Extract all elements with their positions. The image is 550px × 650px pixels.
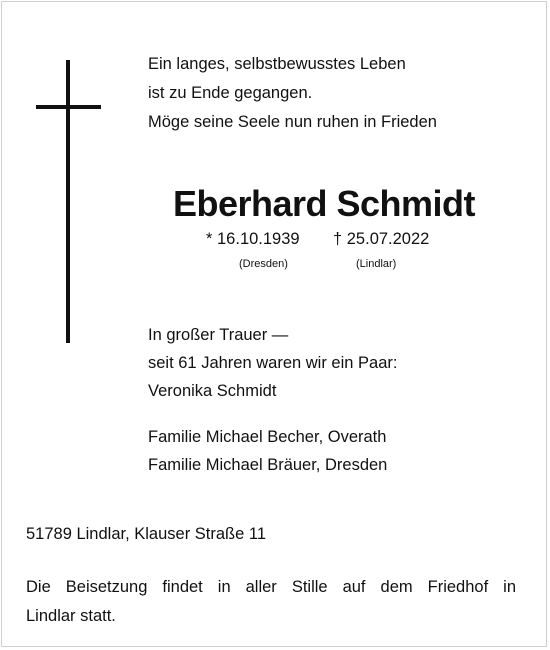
death-place: (Lindlar) <box>356 258 397 270</box>
notice-word: Stille <box>291 578 328 596</box>
mourning-line: Veronika Schmidt <box>148 382 277 400</box>
cross-vertical-bar <box>66 60 70 343</box>
notice-word: dem <box>380 578 413 596</box>
notice-word: Beisetzung <box>65 578 148 596</box>
notice-word: aller <box>245 578 277 596</box>
address: 51789 Lindlar, Klauser Straße 11 <box>26 525 267 543</box>
mourning-line: seit 61 Jahren waren wir ein Paar: <box>148 354 398 372</box>
notice-line-1 <box>26 573 516 602</box>
funeral-notice <box>26 573 516 631</box>
deceased-name: Eberhard Schmidt <box>172 183 476 224</box>
notice-word: auf <box>342 578 366 596</box>
notice-word: findet <box>162 578 203 596</box>
notice-word: in <box>503 578 516 596</box>
cross-horizontal-bar <box>36 105 101 109</box>
family-line: Familie Michael Bräuer, Dresden <box>148 456 388 474</box>
notice-word: Die <box>26 578 51 596</box>
death-date: † 25.07.2022 <box>333 230 430 248</box>
family-block <box>148 423 387 479</box>
birth-place: (Dresden) <box>239 258 288 270</box>
verse-line: Möge seine Seele nun ruhen in Frieden <box>148 113 437 131</box>
mourning-line: In großer Trauer — <box>148 326 289 344</box>
notice-word: Friedhof <box>427 578 489 596</box>
mourning-block <box>148 321 397 405</box>
verse-line: Ein langes, selbstbewusstes Leben <box>148 55 406 73</box>
verse-line: ist zu Ende gegangen. <box>148 84 313 102</box>
notice-word: in <box>217 578 231 596</box>
memorial-verse <box>148 50 437 137</box>
family-line: Familie Michael Becher, Overath <box>148 428 387 446</box>
birth-date: * 16.10.1939 <box>206 230 300 248</box>
notice-line-2: Lindlar statt. <box>26 607 116 625</box>
